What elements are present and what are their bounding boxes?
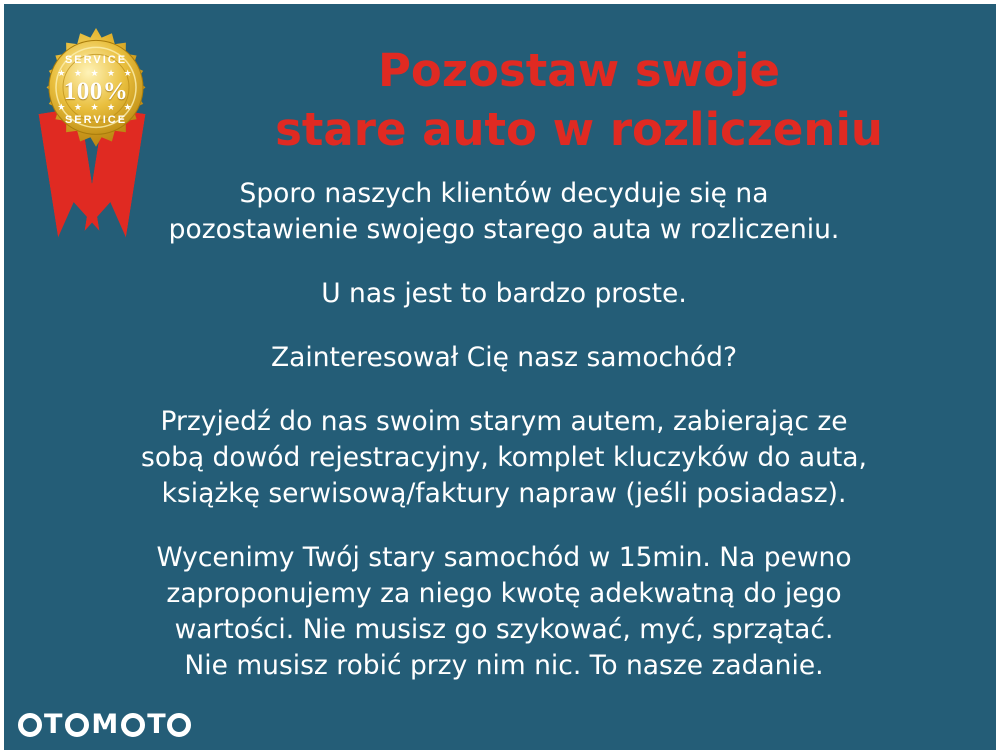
page-title	[174, 42, 984, 159]
body-copy	[54, 176, 954, 684]
paragraph	[54, 540, 954, 684]
logo-text-3: T	[147, 709, 167, 740]
paragraph-line: Przyjedź do nas swoim starym autem, zabierając ze	[160, 406, 848, 438]
paragraph-line: Sporo naszych klientów decyduje się na	[239, 178, 769, 209]
paragraph	[54, 404, 954, 512]
paragraph-line: Nie musisz robić przy nim nic. To nasze zadanie.	[184, 650, 824, 682]
seal-bottom-label: SERVICE	[64, 114, 128, 126]
paragraph-line: Zainteresował Cię nasz samochód?	[270, 342, 738, 374]
paragraph-line: sobą dowód rejestracyjny, komplet kluczyków do auta,	[141, 442, 867, 474]
paragraph-line: książkę serwisową/faktury napraw (jeśli posiadasz).	[161, 478, 847, 510]
paragraph	[54, 276, 954, 312]
logo-text-2: M	[91, 709, 120, 740]
headline-line-1: Pozostaw swoje	[377, 44, 781, 97]
paragraph	[54, 176, 954, 248]
paragraph-line: U nas jest to bardzo proste.	[321, 278, 687, 310]
logo-circle-icon	[65, 713, 89, 737]
logo-text-1: T	[44, 709, 64, 740]
otomoto-logo	[18, 709, 193, 740]
logo-circle-icon	[18, 713, 42, 737]
paragraph-line: wartości. Nie musisz go szykować, myć, sprzątać.	[174, 614, 834, 646]
paragraph-line: Wycenimy Twój stary samochód w 15min. Na pewno	[156, 542, 852, 574]
seal-percent-label: 100%	[63, 78, 129, 105]
seal-stars-bottom-icon: ★ ★ ★ ★ ★	[57, 102, 135, 112]
paragraph-line: zaproponujemy za niego kwotę adekwatną do jego	[166, 578, 842, 610]
seal-top-label: SERVICE	[64, 54, 128, 66]
paragraph	[54, 340, 954, 376]
logo-circle-icon	[121, 713, 145, 737]
headline-line-2: stare auto w rozliczeniu	[275, 102, 883, 156]
logo-circle-icon	[167, 713, 191, 737]
seal-star-icon	[30, 28, 162, 160]
seal-stars-top-icon: ★ ★ ★ ★ ★	[57, 68, 135, 78]
paragraph-line: pozostawienie swojego starego auta w rozliczeniu.	[168, 214, 840, 246]
